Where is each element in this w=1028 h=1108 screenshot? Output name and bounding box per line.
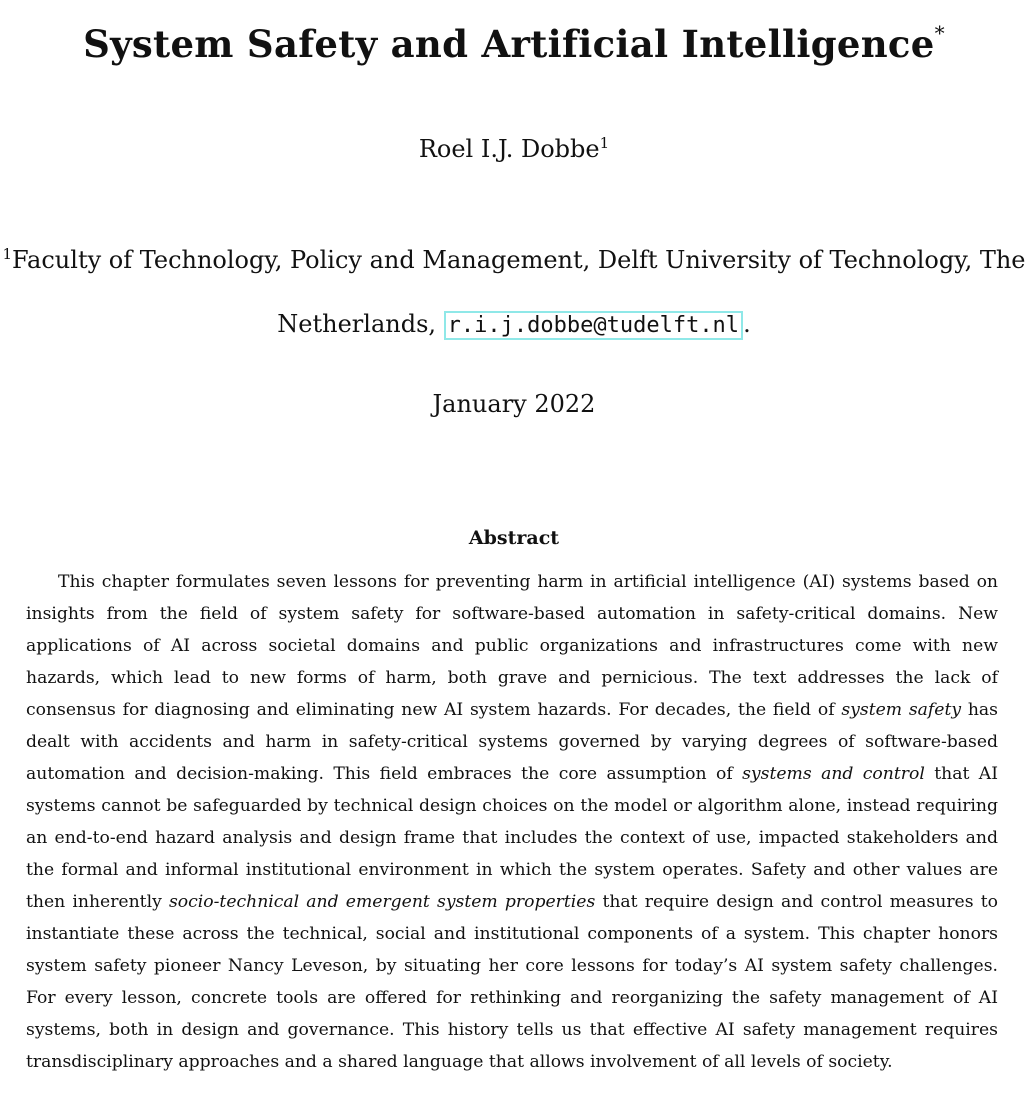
author-affiliation-mark: 1 bbox=[599, 134, 610, 152]
paper-title-text: System Safety and Artificial Intelligence bbox=[83, 22, 935, 66]
abstract-emphasis: system safety bbox=[841, 700, 962, 720]
abstract-heading: Abstract bbox=[468, 527, 560, 549]
affiliation-line-2 bbox=[0, 292, 1028, 358]
abstract-text: has dealt with accidents and harm in safety-critical systems governed by varying degrees of software-based automation and decision-making. This field embraces the core assumption of bbox=[26, 700, 998, 784]
affiliation-text: Faculty of Technology, Policy and Management, Delft University of Technology, The bbox=[12, 246, 1026, 274]
affiliation-country: Netherlands, bbox=[277, 310, 444, 338]
abstract-emphasis: socio-technical and emergent system properties bbox=[168, 892, 596, 912]
title-footnote-mark[interactable]: * bbox=[934, 20, 945, 45]
affiliation bbox=[0, 222, 1028, 358]
affiliation-mark: 1 bbox=[2, 245, 13, 263]
abstract-text: This chapter formulates seven lessons for preventing harm in artificial intelligence (AI) systems based on insights from the field of system safety for software-based automation in safety-critical domains. New applications of AI across societal domains and public organizations and infrastructures come with new hazards, which lead to new forms of harm, both grave and pernicious. The text addresses the lack of consensus for diagnosing and eliminating new AI system hazards. For decades, the field of bbox=[26, 572, 998, 720]
abstract-text: that AI systems cannot be safeguarded by technical design choices on the model or algorithm alone, instead requiring an end-to-end hazard analysis and design frame that includes the context of use, impacted stakeholders and the formal and informal institutional environment in which the system operates. Safety and other values are then inherently bbox=[26, 764, 998, 912]
abstract-emphasis: systems and control bbox=[742, 764, 925, 784]
author-name: Roel I.J. Dobbe bbox=[418, 135, 600, 163]
abstract-body bbox=[26, 566, 998, 1078]
email-link[interactable]: r.i.j.dobbe@tudelft.nl bbox=[444, 311, 743, 340]
abstract-text: that require design and control measures to instantiate these across the technical, social and institutional components of a system. This chapter honors system safety pioneer Nancy Leveson, by situating her core lessons for today’s AI system safety challenges. For every lesson, concrete tools are offered for rethinking and reorganizing the safety management of AI systems, both in design and governance. This history tells us that effective AI safety management requires transdisciplinary approaches and a shared language that allows involvement of all levels of society. bbox=[26, 892, 998, 1072]
author-line bbox=[0, 134, 1028, 163]
paper-title bbox=[0, 22, 1028, 66]
affiliation-end: . bbox=[743, 310, 751, 338]
paper-date: January 2022 bbox=[432, 390, 596, 418]
affiliation-line-1 bbox=[0, 222, 1028, 292]
